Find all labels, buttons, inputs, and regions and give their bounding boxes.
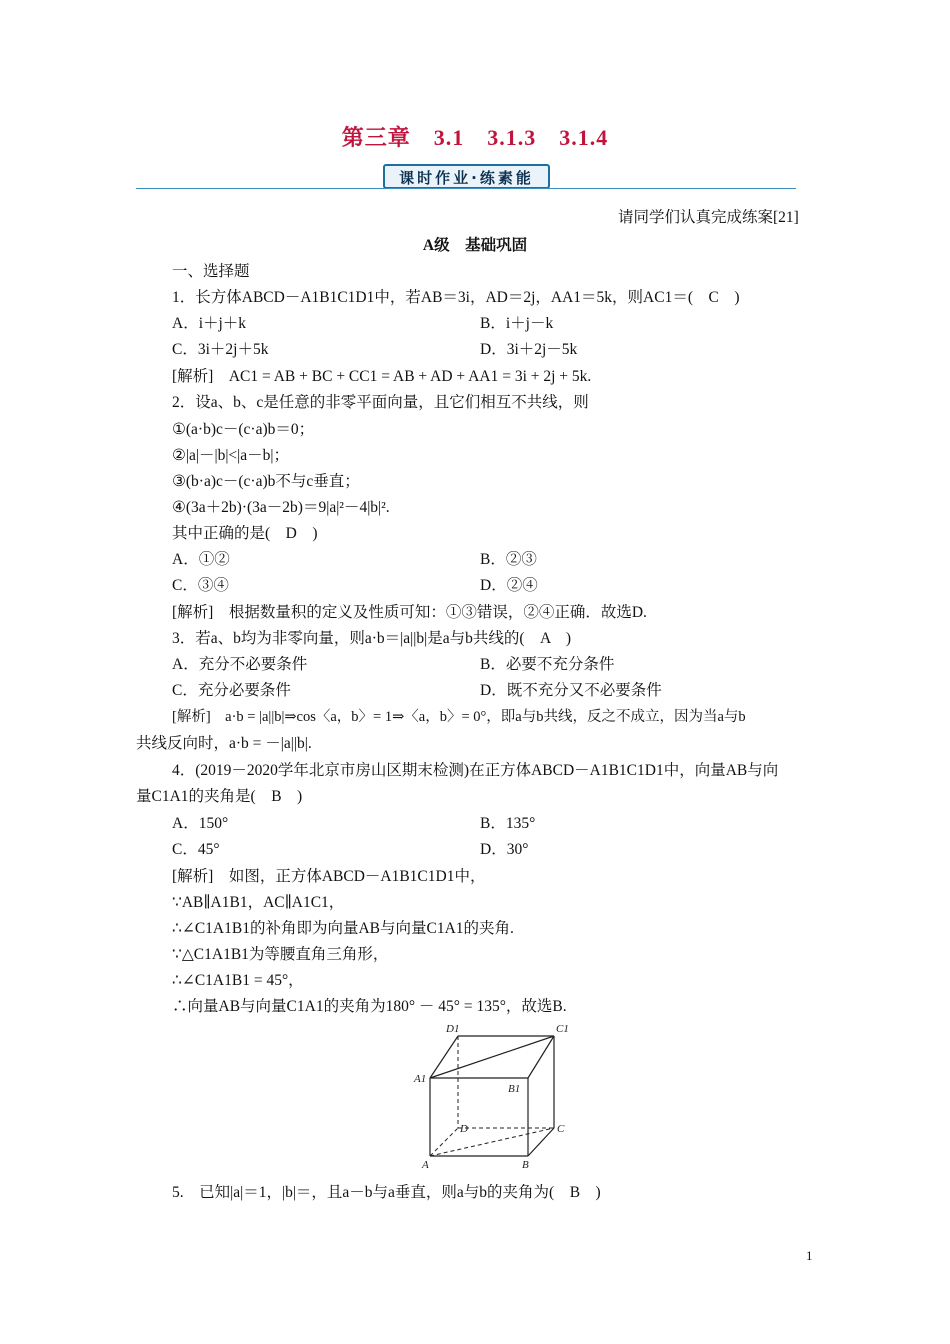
- vertex-a1-label: A1: [414, 1073, 427, 1085]
- question-5-stem: 5. 已知|a|＝1，|b|＝，且a－b与a垂直，则a与b的夹角为( B ): [172, 1184, 601, 1201]
- question-1-stem: 1．长方体ABCD－A1B1C1D1中，若AB＝3i，AD＝2j，AA1＝5k，则AC1＝( C ): [172, 289, 740, 306]
- q3-option-d: D．既不充分又不必要条件: [480, 682, 662, 699]
- q2-item-3: ③(b·a)c－(c·a)b不与c垂直；: [172, 473, 360, 490]
- q2-option-b: B．②③: [480, 551, 537, 568]
- q4-option-b: B．135°: [480, 815, 536, 832]
- q2-item-4: ④(3a＋2b)·(3a－2b)＝9|a|²－4|b|².: [172, 499, 390, 516]
- q2-option-d: D．②④: [480, 577, 538, 594]
- level-heading: A级 基础巩固: [422, 237, 528, 254]
- q4-analysis-line-3: ∴∠C1A1B1的补角即为向量AB与向量C1A1的夹角.: [172, 920, 514, 937]
- vertex-d-label: D: [460, 1123, 468, 1135]
- q4-analysis-line-5: ∴∠C1A1B1 = 45°，: [172, 972, 304, 989]
- q2-item-2: ②|a|－|b|<|a－b|；: [172, 447, 290, 464]
- q4-option-a: A．150°: [172, 815, 229, 832]
- header-rule: [136, 188, 796, 189]
- q4-analysis-line-2: ∵AB∥A1B1，AC∥A1C1，: [172, 894, 345, 911]
- q2-option-a: A．①②: [172, 551, 230, 568]
- vertex-c1-label: C1: [556, 1023, 569, 1035]
- question-2-stem: 2．设a、b、c是任意的非零平面向量，且它们相互不共线，则: [172, 394, 589, 411]
- vertex-b1-label: B1: [508, 1083, 521, 1095]
- question-4-stem: 4．(2019－2020学年北京市房山区期末检测)在正方体ABCD－A1B1C1D1中，向量AB与向: [172, 762, 779, 779]
- q4-option-d: D．30°: [480, 841, 529, 858]
- question-3-stem: 3．若a、b均为非零向量，则a·b＝|a||b|是a与b共线的( A ): [172, 630, 572, 647]
- q2-item-1: ①(a·b)c－(c·a)b＝0；: [172, 421, 315, 438]
- q3-analysis-line-1: [解析] a·b = |a||b|⇒cos〈a，b〉= 1⇒〈a，b〉= 0°，即a与b共线，反之不成立，因为当a与b: [172, 709, 746, 725]
- page-number: 1: [806, 1248, 813, 1263]
- section-heading: 一、选择题: [172, 263, 250, 280]
- homework-banner: 课时作业·练素能: [383, 164, 550, 189]
- q2-prompt: 其中正确的是( D ): [172, 525, 318, 542]
- q3-option-b: B．必要不充分条件: [480, 656, 615, 673]
- q3-option-a: A．充分不必要条件: [172, 656, 308, 673]
- chapter-title: 第三章 3.1 3.1.3 3.1.4: [341, 125, 609, 150]
- vertex-c-label: C: [557, 1123, 565, 1135]
- q1-option-b: B．i＋j－k: [480, 315, 554, 332]
- vertex-a-label: A: [422, 1159, 429, 1171]
- q4-analysis-line-1: [解析] 如图，正方体ABCD－A1B1C1D1中，: [172, 868, 486, 885]
- cube-figure: [400, 1018, 580, 1178]
- q2-analysis: [解析] 根据数量积的定义及性质可知：①③错误，②④正确．故选D.: [172, 604, 647, 621]
- q4-analysis-line-4: ∵△C1A1B1为等腰直角三角形，: [172, 946, 389, 963]
- q3-analysis-line-2: 共线反向时，a·b = －|a||b|.: [136, 735, 312, 752]
- q1-option-d: D．3i＋2j－5k: [480, 341, 578, 358]
- question-4-stem-cont: 量C1A1的夹角是( B ): [136, 788, 303, 805]
- q2-option-c: C．③④: [172, 577, 229, 594]
- q1-option-c: C．3i＋2j＋5k: [172, 341, 269, 358]
- q3-option-c: C．充分必要条件: [172, 682, 291, 699]
- vertex-d1-label: D1: [446, 1023, 460, 1035]
- practice-reference: 请同学们认真完成练案[21]: [618, 209, 799, 226]
- vertex-b-label: B: [522, 1159, 529, 1171]
- q1-analysis: [解析] AC1 = AB + BC + CC1 = AB + AD + AA1 = 3i + 2j + 5k.: [172, 368, 592, 385]
- q1-option-a: A．i＋j＋k: [172, 315, 247, 332]
- q4-option-c: C．45°: [172, 841, 220, 858]
- q4-analysis-line-6: ∴向量AB与向量C1A1的夹角为180° － 45° = 135°，故选B.: [172, 998, 567, 1015]
